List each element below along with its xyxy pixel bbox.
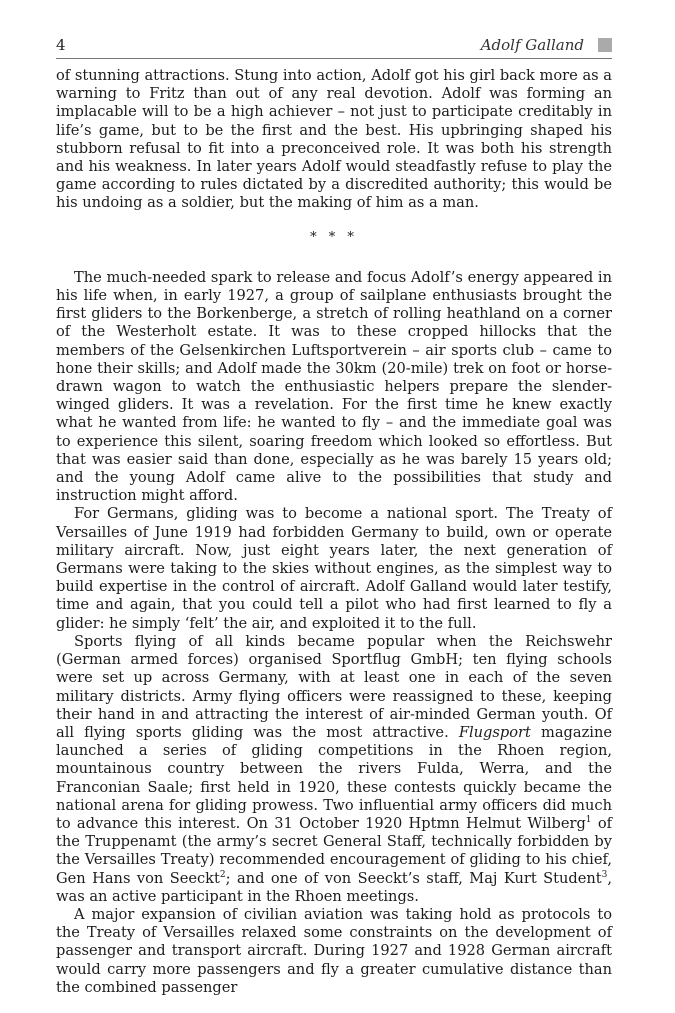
- paragraph-3: For Germans, gliding was to become a national sport. The Treaty of Versailles of June 1919 had forbidden Germany to build, own or operate military aircraft. Now, just eight years later, the next generation of Germans were taking to the skies without engines, as the simplest way to build expertise in the control of aircraft. Adolf Galland would later testify, time and again, that you could tell a pilot who had first learned to fly a glider: he simply ‘felt’ the air, and exploited it to the full.: [56, 505, 612, 632]
- paragraph-4-part-c: of the Truppenamt (the army’s secret General Staff, technically forbidden by the Versailles Treaty) recommended encouragement of gliding to his chief, Gen Hans von Seeckt: [56, 814, 613, 887]
- magazine-title: Flugsport: [458, 723, 531, 741]
- paragraph-5: A major expansion of civilian aviation was taking hold as protocols to the Treaty of Versailles relaxed some constraints on the development of passenger and transport aircraft. During 1927 and 1928 German aircraft would carry more passengers and fly a greater cumulative distance than the combined passenger: [56, 905, 612, 996]
- paragraph-1: of stunning attractions. Stung into action, Adolf got his girl back more as a warning to Fritz than out of any real devotion. Adolf was forming an implacable will to be a high achiever – not just to participate creditably in life’s game, but to be the first and the best. His upbringing shaped his stubborn refusal to fit into a preconceived role. It was both his strength and his weakness. In later years Adolf would steadfastly refuse to play the game according to rules dictated by a discredited authority; this would be his undoing as a soldier, but the making of him as a man.: [56, 67, 612, 212]
- paragraph-4-part-a: Sports flying of all kinds became popular when the Reichswehr (German armed forces) organised Sportflug GmbH; ten flying schools were set up across Germany, with at least one in each of the seven military districts. Army flying officers were reassigned to these, keeping their hand in and attracting the interest of air-minded German youth. Of all flying sports gliding was the most attractive.: [56, 632, 612, 741]
- running-header: [56, 34, 612, 59]
- running-title: Adolf Galland: [480, 36, 584, 54]
- paragraph-2: The much-needed spark to release and focus Adolf’s energy appeared in his life when, in early 1927, a group of sailplane enthusiasts brought the first gliders to the Borkenberge, a stretch of rolling heathland on a corner of the Westerholt estate. It was to these cropped hillocks that the members of the Gelsenkirchen Luftsportverein – air sports club – came to hone their skills; and Adolf made the 30km (20-mile) trek on foot or horse-drawn wagon to watch the enthusiastic helpers prepare the slender-winged gliders. It was a revelation. For the first time he knew exactly what he wanted from life: he wanted to fly – and the immediate goal was to experience this silent, soaring freedom which looked so effortless. But that was easier said than done, especially as he was barely 15 years old; and the young Adolf came alive to the possibilities that study and instruction might afford.: [56, 268, 612, 505]
- footnote-ref-3: 3: [601, 869, 608, 880]
- paragraph-4-part-e: , was an active participant in the Rhoen meetings.: [56, 869, 612, 905]
- footnote-ref-1: 1: [585, 815, 592, 826]
- footnote-ref-2: 2: [219, 869, 226, 880]
- body-text: [56, 67, 612, 997]
- paragraph-4-part-b: magazine launched a series of gliding competitions in the Rhoen region, mountainous country between the rivers Fulda, Werra, and the Franconian Saale; first held in 1920, these contests quickly became the national arena for gliding prowess. Two influential army officers did much to advance this interest. On 31 October 1920 Hptmn Helmut Wilberg: [56, 723, 612, 832]
- section-separator: * * *: [310, 229, 358, 245]
- paragraph-4-part-d: ; and one of von Seeckt’s staff, Maj Kurt Student: [225, 869, 602, 887]
- header-square-icon: [598, 38, 612, 52]
- paragraph-4: [56, 633, 612, 906]
- page-number: 4: [56, 36, 66, 54]
